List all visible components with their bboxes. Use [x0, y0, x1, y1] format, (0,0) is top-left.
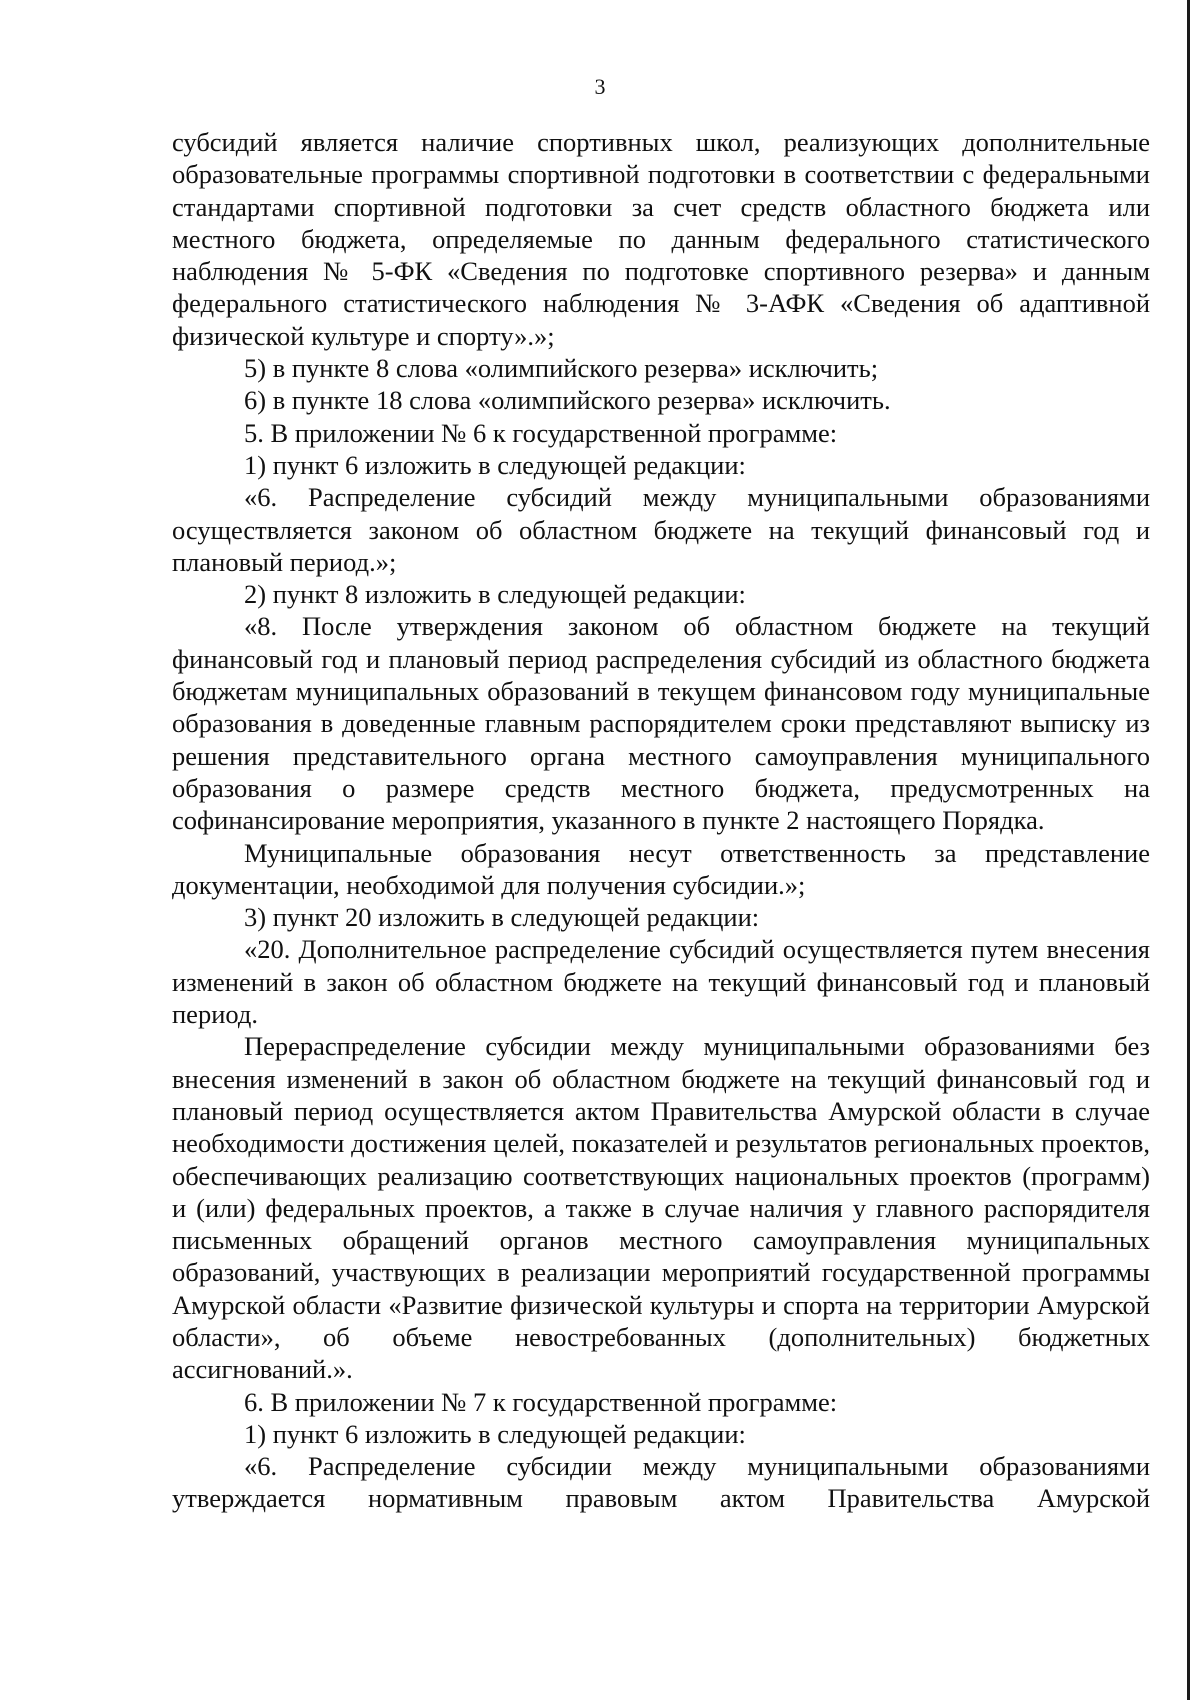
paragraph-item-6-point-18: 6) в пункте 18 слова «олимпийского резерва» исключить. [244, 385, 891, 416]
paragraph-item-5-point-8: 5) в пункте 8 слова «олимпийского резерва» исключить; [244, 353, 879, 384]
paragraph-continuation: субсидий является наличие спортивных школ, реализующих дополнительные образовательные программы спортивной подготовки в соответствии с федеральными стандартами спортивной подготовки за счет средств областного бюджета или местного бюджета, определяемые по данным федерального статистического наблюдения № 5-ФК «Сведения по подготовке спортивного резерва» и данным федерального статистического наблюдения № 3-АФК «Сведения об адаптивной физической культуре и спорту».»; [172, 127, 1150, 351]
page-number: 3 [594, 74, 606, 99]
paragraph-point-8-text: «8. После утверждения законом об областном бюджете на текущий финансовый год и плановый период распределения субсидий из областного бюджета бюджетам муниципальных образований в текущем финансовом году муниципальные образования в доведенные главным распорядителем сроки представляют выписку из решения представительного органа местного самоуправления муниципального образования о размере средств местного бюджета, предусмотренных на софинансирование мероприятия, указанного в пункте 2 настоящего Порядка. [172, 611, 1150, 836]
paragraph-point-20-instruction: 3) пункт 20 изложить в следующей редакции: [244, 902, 760, 933]
paragraph-redistribution: Перераспределение субсидии между муниципальными образованиями без внесения изменений в закон об областном бюджете на текущий финансовый год и плановый период осуществляется актом Правительства Амурской области в случае необходимости достижения целей, показателей и результатов региональных проектов, обеспечивающих реализацию соответствующих национальных проектов (программ) и (или) федеральных проектов, а также в случае наличия у главного распорядителя письменных обращений органов местного самоуправления муниципальных образований, участвующих в реализации мероприятий государственной программы Амурской области «Развитие физической культуры и спорта на территории Амурской области», об объеме невостребованных (дополнительных) бюджетных ассигнований.». [172, 1031, 1150, 1385]
paragraph-point-6-text: «6. Распределение субсидий между муниципальными образованиями осуществляется законом об областном бюджете на текущий финансовый год и плановый период.»; [172, 482, 1150, 577]
paragraph-responsibility: Муниципальные образования несут ответственность за представление документации, необходимой для получения субсидии.»; [172, 837, 1150, 900]
paragraph-appendix-6-heading: 5. В приложении № 6 к государственной программе: [244, 417, 838, 448]
document-body [172, 126, 1150, 1515]
paragraph-appendix-7-point-6-instruction: 1) пункт 6 изложить в следующей редакции: [244, 1418, 746, 1449]
paragraph-point-8-instruction: 2) пункт 8 изложить в следующей редакции: [244, 579, 746, 610]
paragraph-appendix-7-point-6-text: «6. Распределение субсидии между муниципальными образованиями утверждается нормативным правовым актом Правительства Амурской [172, 1451, 1150, 1514]
paragraph-appendix-7-heading: 6. В приложении № 7 к государственной программе: [244, 1386, 838, 1417]
paragraph-point-6-instruction: 1) пункт 6 изложить в следующей редакции: [244, 449, 746, 480]
scan-edge-line [1187, 0, 1190, 1700]
paragraph-point-20-text: «20. Дополнительное распределение субсидий осуществляется путем внесения изменений в закон об областном бюджете на текущий финансовый год и плановый период. [172, 934, 1150, 1030]
